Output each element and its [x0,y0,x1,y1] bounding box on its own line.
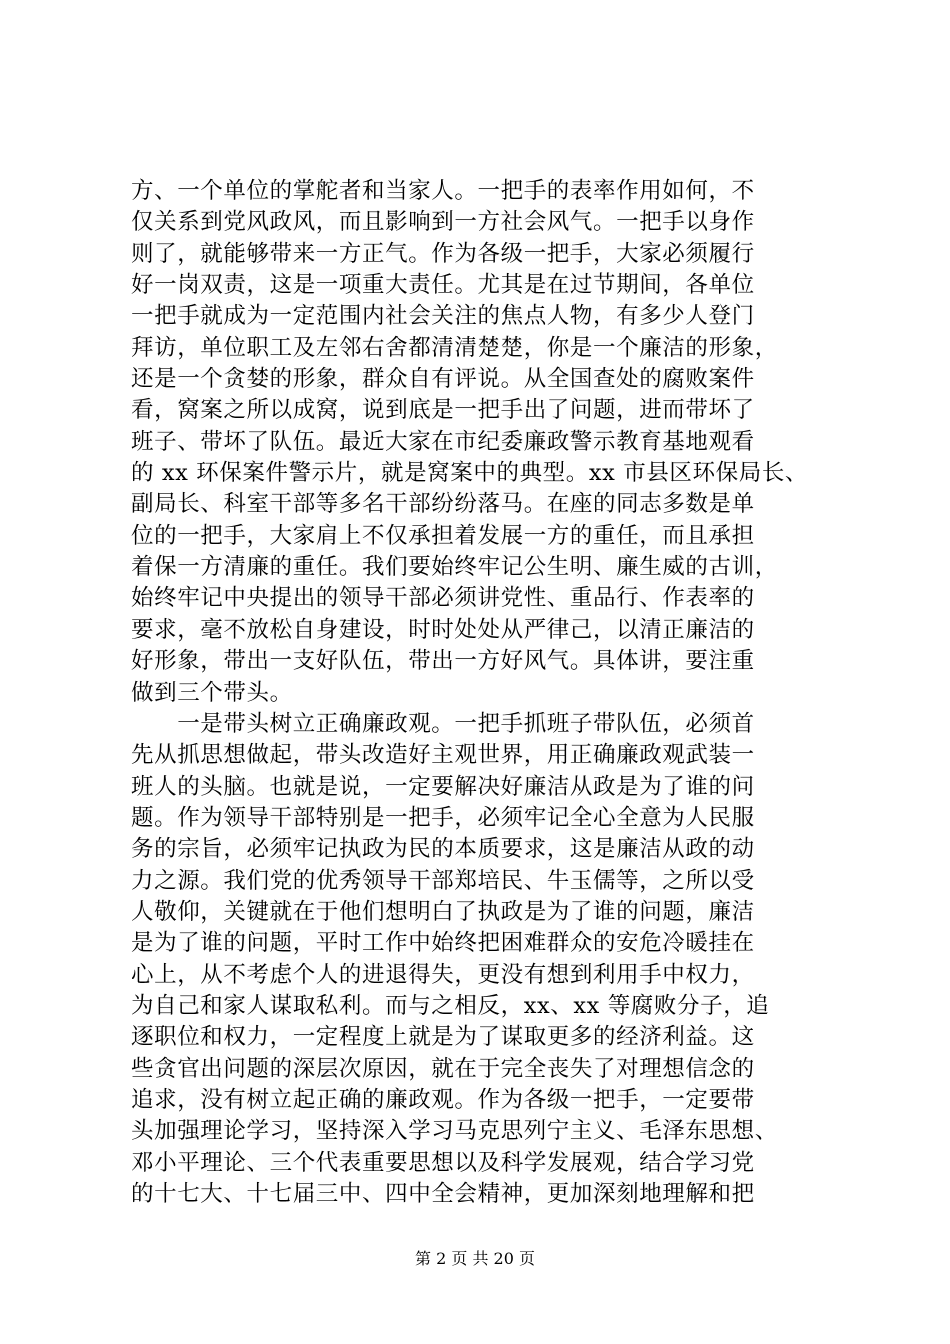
text-line: 邓小平理论、三个代表重要思想以及科学发展观，结合学习党 [131,1149,755,1176]
text-line: 始终牢记中央提出的领导干部必须讲党性、重品行、作表率的 [131,585,755,612]
text-line: 为自己和家人谋取私利。而与之相反，xx、xx 等腐败分子，追 [131,992,770,1019]
text-line: 的 xx 环保案件警示片，就是窝案中的典型。xx 市县区环保局长、 [131,460,809,487]
text-line: 力之源。我们党的优秀领导干部郑培民、牛玉儒等，之所以受 [131,867,755,894]
text-line: 做到三个带头。 [131,679,293,706]
text-line: 追求，没有树立起正确的廉政观。作为各级一把手，一定要带 [131,1086,755,1113]
text-line: 好一岗双责，这是一项重大责任。尤其是在过节期间，各单位 [131,272,755,299]
text-line: 着保一方清廉的重任。我们要始终牢记公生明、廉生威的古训， [131,554,778,581]
text-line: 则了，就能够带来一方正气。作为各级一把手，大家必须履行 [131,240,755,267]
text-line: 务的宗旨，必须牢记执政为民的本质要求，这是廉洁从政的动 [131,836,755,863]
text-line: 班子、带坏了队伍。最近大家在市纪委廉政警示教育基地观看 [131,428,755,455]
text-line: 一是带头树立正确廉政观。一把手抓班子带队伍，必须首 [131,710,755,737]
text-line: 副局长、科室干部等多名干部纷纷落马。在座的同志多数是单 [131,491,755,518]
text-line: 逐职位和权力，一定程度上就是为了谋取更多的经济利益。这 [131,1024,755,1051]
text-line: 要求，毫不放松自身建设，时时处处从严律己，以清正廉洁的 [131,616,755,643]
text-line: 位的一把手，大家肩上不仅承担着发展一方的重任，而且承担 [131,522,755,549]
text-line: 题。作为领导干部特别是一把手，必须牢记全心全意为人民服 [131,804,755,831]
text-line: 心上，从不考虑个人的进退得失，更没有想到利用手中权力， [131,961,755,988]
text-line: 先从抓思想做起，带头改造好主观世界，用正确廉政观武装一 [131,742,755,769]
text-line: 班人的头脑。也就是说，一定要解决好廉洁从政是为了谁的问 [131,773,755,800]
text-line: 好形象，带出一支好队伍，带出一方好风气。具体讲，要注重 [131,648,755,675]
text-line: 方、一个单位的掌舵者和当家人。一把手的表率作用如何，不 [131,178,755,204]
text-line: 是为了谁的问题，平时工作中始终把困难群众的安危冷暖挂在 [131,930,755,957]
text-line: 一把手就成为一定范围内社会关注的焦点人物，有多少人登门 [131,303,755,330]
text-line: 仅关系到党风政风，而且影响到一方社会风气。一把手以身作 [131,209,755,236]
text-line: 些贪官出问题的深层次原因，就在于完全丧失了对理想信念的 [131,1055,755,1082]
text-line: 人敬仰，关键就在于他们想明白了执政是为了谁的问题，廉洁 [131,898,755,925]
text-line: 看，窝案之所以成窝，说到底是一把手出了问题，进而带坏了 [131,397,755,424]
document-body [131,176,831,1210]
text-line: 头加强理论学习，坚持深入学习马克思列宁主义、毛泽东思想、 [131,1118,778,1145]
page-footer: 第 2 页 共 20 页 [415,1249,535,1268]
text-line: 拜访，单位职工及左邻右舍都清清楚楚，你是一个廉洁的形象， [131,334,778,361]
text-line: 还是一个贪婪的形象，群众自有评说。从全国查处的腐败案件 [131,366,755,393]
text-line: 的十七大、十七届三中、四中全会精神，更加深刻地理解和把 [131,1181,755,1207]
